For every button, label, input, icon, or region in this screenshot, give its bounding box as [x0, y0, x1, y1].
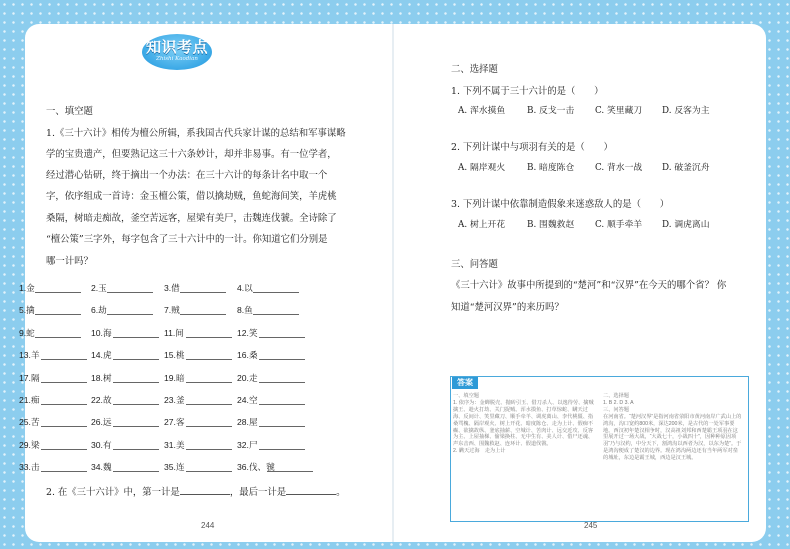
mc-option[interactable]: C. 顺手牵羊 — [595, 220, 643, 230]
badge-subtitle: Zhishi Kaodian — [156, 56, 198, 62]
grid-item-label: 30.有 — [91, 439, 112, 450]
page-number-left: 244 — [201, 521, 215, 530]
grid-item-label: 28.屋 — [237, 417, 258, 428]
grid-item-label: 20.走 — [237, 372, 258, 383]
q2-suffix: 。 — [336, 487, 346, 498]
q1-line: 1.《三十六计》相传为檀公所辑，系我国古代兵家计谋的总结和军事谋略 — [46, 128, 346, 139]
grid-item-label: 7.贼 — [164, 305, 180, 316]
grid-item-label: 25.苦 — [19, 417, 40, 428]
grid-item-label: 1.金 — [19, 283, 35, 293]
grid-item-label: 31.美 — [164, 439, 185, 450]
qa-line: 知道“楚河汉界”的来历吗？ — [451, 302, 564, 313]
q2-line — [46, 485, 345, 499]
section2-heading: 二、选择题 — [451, 64, 498, 75]
grid-item-blank[interactable] — [180, 314, 226, 315]
mc-option[interactable]: A. 浑水摸鱼 — [458, 106, 506, 116]
grid-item-blank[interactable] — [186, 337, 232, 338]
grid-item-blank[interactable] — [259, 382, 305, 383]
grid-item-blank[interactable] — [253, 314, 299, 315]
book-spine — [392, 24, 394, 542]
grid-item-label: 23.釜 — [164, 395, 185, 405]
mc-option[interactable]: D. 反客为主 — [662, 106, 710, 116]
left-page — [25, 24, 393, 542]
grid-item-blank[interactable] — [267, 471, 313, 472]
mc-option[interactable]: D. 破釜沉舟 — [662, 163, 710, 173]
grid-item-blank[interactable] — [41, 426, 87, 427]
grid-item-blank[interactable] — [180, 292, 226, 293]
grid-item-blank[interactable] — [259, 449, 305, 450]
grid-item-label: 36.伐、虢 — [237, 462, 275, 473]
q2-middle: ，最后一计是 — [229, 487, 287, 498]
grid-item-label: 2.玉 — [91, 283, 107, 293]
grid-item-label: 6.劫 — [91, 305, 107, 316]
grid-item-blank[interactable] — [259, 337, 305, 338]
grid-item-label: 33.击 — [19, 462, 40, 473]
grid-item-blank[interactable] — [186, 382, 232, 383]
grid-item-label: 5.擒 — [19, 305, 35, 316]
q1-line: 经过潜心钻研，终于摘出一个办法：在三十六计的每条计名中取一个 — [46, 170, 328, 181]
q2-prefix: 2. 在《三十六计》中，第一计是 — [46, 487, 180, 498]
grid-item-blank[interactable] — [113, 382, 159, 383]
grid-item-blank[interactable] — [259, 404, 305, 405]
grid-item-label: 34.魏 — [91, 462, 112, 473]
grid-item-blank[interactable] — [113, 404, 159, 405]
mc-option[interactable]: D. 调虎离山 — [662, 220, 710, 230]
grid-item-label: 24.空 — [237, 395, 258, 405]
answer-text-left: 一、填空题 1. 依序为：金蝉脱壳、抛砖引玉、借刀杀人、以逸待劳、擒贼擒王、趁火打劫、关门捉贼、浑水摸鱼、打草惊蛇、瞒天过海、反间计、笑里藏刀、顺手牵羊、调虎离山、李代桃僵、指桑骂槐、隔岸观火、树上开花、暗度陈仓、走为上计、假痴不癫、欲擒故纵、釜底抽薪、空城计、苦肉计、远交近攻、反客为主、上屋抽梯、偷梁换柱、无中生有、美人计、借尸还魂、声东击西、围魏救赵、连环计、假道伐虢。 2. 瞒天过海 走为上计 — [453, 393, 594, 455]
grid-item-blank[interactable] — [35, 314, 81, 315]
grid-item-label: 22.故 — [91, 395, 112, 405]
grid-item-blank[interactable] — [113, 359, 159, 360]
grid-item-blank[interactable] — [113, 337, 159, 338]
grid-item-label: 9.蛇 — [19, 327, 35, 338]
grid-item-blank[interactable] — [41, 471, 87, 472]
q1-line: 学的宝贵遗产，但要熟记这三十六条妙计，却并非易事。有一位学者， — [46, 149, 337, 160]
grid-item-label: 4.以 — [237, 283, 253, 293]
q2-blank-last[interactable] — [286, 485, 336, 495]
grid-item-blank[interactable] — [35, 337, 81, 338]
grid-item-blank[interactable] — [41, 404, 87, 405]
grid-item-label: 26.远 — [91, 417, 112, 428]
grid-item-blank[interactable] — [186, 449, 232, 450]
grid-item-label: 12.笑 — [237, 327, 258, 338]
grid-item-label: 3.借 — [164, 283, 180, 293]
grid-item-label: 8.鱼 — [237, 305, 253, 316]
mc-stem: 1. 下列不属于三十六计的是（ ） — [451, 86, 604, 97]
grid-item-blank[interactable] — [253, 292, 299, 293]
mc-option[interactable]: B. 暗度陈仓 — [527, 163, 575, 173]
mc-stem: 3. 下列计谋中依靠制造假象来迷惑敌人的是（ ） — [451, 199, 670, 210]
grid-item-label: 13.羊 — [19, 350, 40, 361]
q1-line: 桑隔，树暗走痴故，釜空苦远客，屋梁有美尸，击魏连伐虢。全诗除了 — [46, 213, 337, 224]
mc-option[interactable]: C. 笑里藏刀 — [595, 106, 643, 116]
grid-item-blank[interactable] — [186, 359, 232, 360]
grid-item-label: 18.树 — [91, 372, 112, 383]
mc-option[interactable]: A. 树上开花 — [458, 220, 506, 230]
grid-item-label: 27.客 — [164, 417, 185, 428]
grid-item-label: 32.尸 — [237, 439, 258, 450]
knowledge-badge — [142, 34, 212, 70]
grid-item-label: 11.间 — [164, 327, 184, 338]
grid-item-label: 21.痴 — [19, 395, 40, 405]
grid-item-blank[interactable] — [35, 292, 81, 293]
grid-item-blank[interactable] — [41, 359, 87, 360]
q1-line: “檀公策”三字外，每字包含了三十六计中的一计。你知道它们分别是 — [46, 234, 328, 245]
q1-line: 字，依序组成一首诗：金玉檀公策，借以擒劫贼，鱼蛇海间笑，羊虎桃 — [46, 191, 337, 202]
grid-item-blank[interactable] — [259, 426, 305, 427]
mc-option[interactable]: B. 反戈一击 — [527, 106, 575, 116]
mc-stem: 2. 下列计谋中与项羽有关的是（ ） — [451, 142, 613, 153]
grid-item-label: 14.虎 — [91, 350, 112, 361]
grid-item-blank[interactable] — [107, 292, 153, 293]
answer-text-right: 二、选择题 1. B 2. D 3. A 三、问答题 在河南省。“楚河汉界”是指河南省荥阳市黄河南岸广武山上的鸿沟，沟口宽约800米，深达200米，是古代的一处军事要地。西汉初年楚汉相争时，汉高祖刘邦和西楚霸王项羽在这里展开过一场大战，“大战七十，小战四十”，因种种原因项羽“乃与汉约，中分天下，割鸿沟以西者为汉，以东为楚”。于是鸿沟便成了楚汉的边界。现在鸿沟两边还有当年两军对垒的城址，东边是霸王城，西边是汉王城。 — [603, 393, 742, 462]
mc-option[interactable]: C. 背水一战 — [595, 163, 643, 173]
q1-line: 哪一计吗？ — [46, 256, 93, 267]
section1-heading: 一、填空题 — [46, 106, 93, 117]
mc-option[interactable]: B. 围魏救赵 — [527, 220, 575, 230]
grid-item-blank[interactable] — [186, 426, 232, 427]
answer-label: 答案 — [452, 377, 478, 389]
grid-item-label: 29.梁 — [19, 439, 40, 450]
page-number-right: 245 — [584, 521, 598, 530]
grid-item-blank[interactable] — [41, 382, 87, 383]
grid-item-blank[interactable] — [113, 449, 159, 450]
grid-item-label: 16.桑 — [237, 350, 258, 361]
grid-item-label: 19.暗 — [164, 372, 185, 383]
grid-item-blank[interactable] — [113, 426, 159, 427]
grid-item-blank[interactable] — [259, 359, 305, 360]
badge-title: 知识考点 — [145, 38, 208, 56]
grid-item-blank[interactable] — [186, 404, 232, 405]
qa-line: 《三十六计》故事中所提到的“楚河”和“汉界”在今天的哪个省？ 你 — [451, 280, 727, 291]
grid-item-label: 15.桃 — [164, 350, 185, 361]
mc-option[interactable]: A. 隔岸观火 — [458, 163, 506, 173]
grid-item-blank[interactable] — [113, 471, 159, 472]
q2-blank-first[interactable] — [180, 485, 230, 495]
grid-item-label: 17.隔 — [19, 372, 40, 383]
section3-heading: 三、问答题 — [451, 259, 498, 270]
grid-item-blank[interactable] — [186, 471, 232, 472]
grid-item-blank[interactable] — [107, 314, 153, 315]
grid-item-blank[interactable] — [41, 449, 87, 450]
grid-item-label: 10.海 — [91, 327, 112, 338]
grid-item-label: 35.连 — [164, 462, 185, 473]
